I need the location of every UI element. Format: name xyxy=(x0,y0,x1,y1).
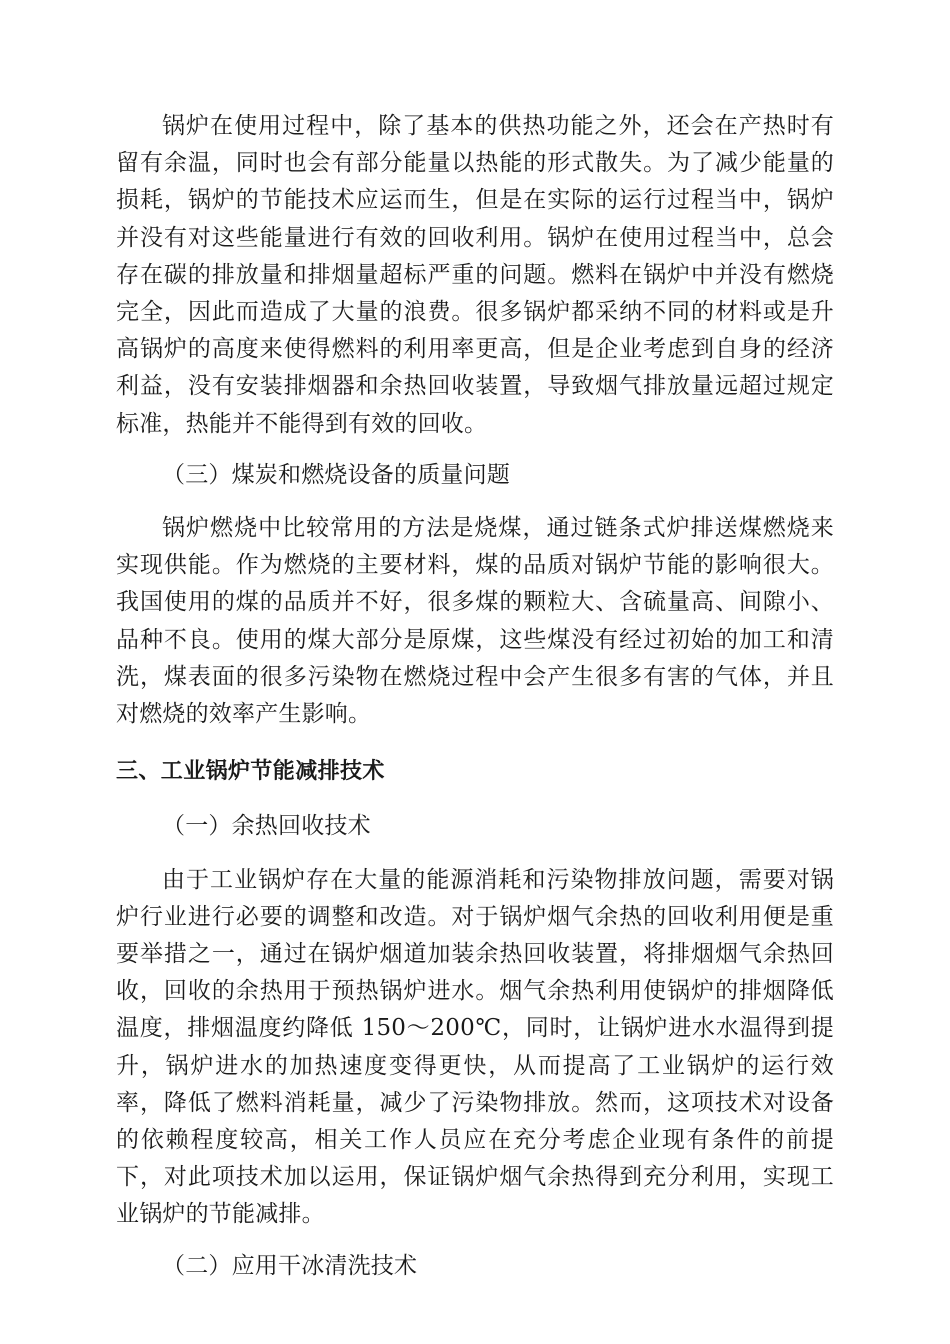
paragraph-coal-quality: 锅炉燃烧中比较常用的方法是烧煤，通过链条式炉排送煤燃烧来实现供能。作为燃烧的主要材料，煤的品质对锅炉节能的影响很大。我国使用的煤的品质并不好，很多煤的颗粒大、含硫量高、间隙小、品种不良。使用的煤大部分是原煤，这些煤没有经过初始的加工和清洗，煤表面的很多污染物在燃烧过程中会产生很多有害的气体，并且对燃烧的效率产生影响。 xyxy=(116,515,834,728)
subheading-dry-ice-cleaning: （二）应用干冰清洗技术 xyxy=(162,1252,418,1279)
paragraph-boiler-energy-loss: 锅炉在使用过程中，除了基本的供热功能之外，还会在产热时有留有余温，同时也会有部分能量以热能的形式散失。为了减少能量的损耗，锅炉的节能技术应运而生，但是在实际的运行过程当中，锅炉并没有对这些能量进行有效的回收利用。锅炉在使用过程当中，总会存在碳的排放量和排烟量超标严重的问题。燃料在锅炉中并没有燃烧完全，因此而造成了大量的浪费。很多锅炉都采纳不同的材料或是升高锅炉的高度来使得燃料的利用率更高，但是企业考虑到自身的经济利益，没有安装排烟器和余热回收装置，导致烟气排放量远超过规定标准，热能并不能得到有效的回收。 xyxy=(116,113,834,437)
document-body xyxy=(116,108,834,1285)
paragraph-waste-heat-recovery: 由于工业锅炉存在大量的能源消耗和污染物排放问题，需要对锅炉行业进行必要的调整和改造。对于锅炉烟气余热的回收利用便是重要举措之一，通过在锅炉烟道加装余热回收装置，将排烟烟气余热回收，回收的余热用于预热锅炉进水。烟气余热利用使锅炉的排烟降低温度，排烟温度约降低 150～200℃，同时，让锅炉进水水温得到提升，锅炉进水的加热速度变得更快，从而提高了工业锅炉的运行效率，降低了燃料消耗量，减少了污染物排放。然而，这项技术对设备的依赖程度较高，相关工作人员应在充分考虑企业现有条件的前提下，对此项技术加以运用，保证锅炉烟气余热得到充分利用，实现工业锅炉的节能减排。 xyxy=(116,866,834,1228)
section-heading-energy-saving-tech: 三、工业锅炉节能减排技术 xyxy=(116,759,385,785)
subheading-coal-equipment-quality: （三）煤炭和燃烧设备的质量问题 xyxy=(162,461,510,488)
subheading-waste-heat-recovery: （一）余热回收技术 xyxy=(162,813,371,840)
